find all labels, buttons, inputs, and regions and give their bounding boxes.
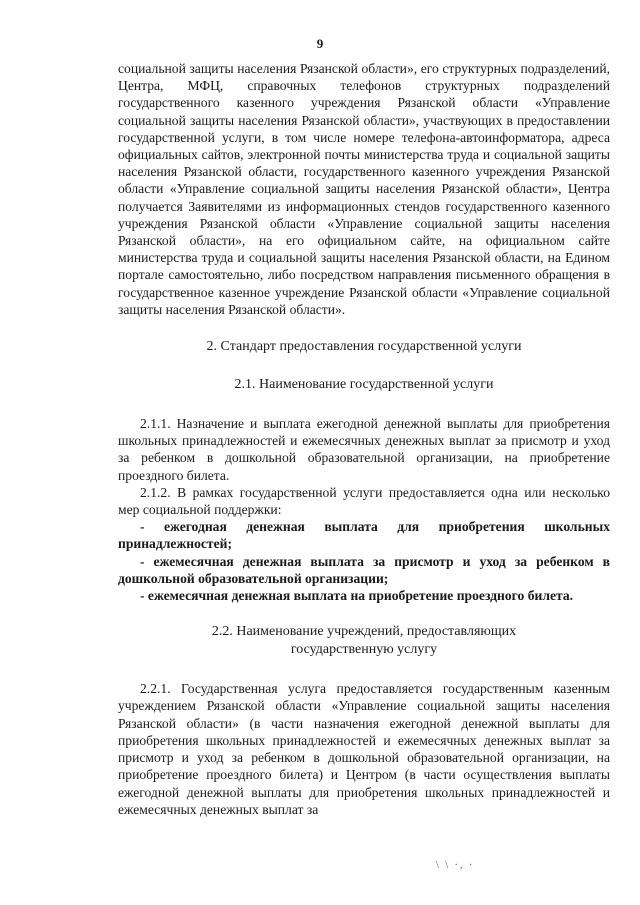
- intro-paragraph: социальной защиты населения Рязанской области», его структурных подразделений, Центра, МФЦ, справочных телефонов структурных подразделений государственного казенного учреждения Рязанской области «Управление социальной защиты населения Рязанской области», участвующих в предоставлении государственной услуги, в том числе номере телефона-автоинформатора, адреса официальных сайтов, электронной почты министерства труда и социальной защиты населения Рязанской области, государственного казенного учреждения Рязанской области «Управление социальной защиты населения Рязанской области», Центра получается Заявителями из информационных стендов государственного казенного учреждения Рязанской области «Управление социальной защиты населения Рязанской области», на его официальном сайте, на официальном сайте министерства труда и социальной защиты населения Рязанской области, на Едином портале самостоятельно, либо посредством направления письменного обращения в государственное казенное учреждение Рязанской области «Управление социальной защиты населения Рязанской области».: [118, 61, 610, 317]
- subsection-2-1-heading: 2.1. Наименование государственной услуги: [234, 377, 494, 393]
- paragraph-2-1-2: 2.1.2. В рамках государственной услуги предоставляется одна или несколько мер социальной поддержки:: [118, 484, 610, 518]
- list-item: - ежемесячная денежная выплата на приобретение проездного билета.: [140, 588, 574, 604]
- list-item: - ежемесячная денежная выплата за присмотр и уход за ребенком в дошкольной образовательной организации;: [118, 553, 610, 586]
- page-number: 9: [316, 36, 324, 51]
- document-body: [118, 60, 610, 818]
- subsection-2-2-heading-line2: государственную услугу: [290, 642, 438, 658]
- subsection-2-2-heading-line1: 2.2. Наименование учреждений, предоставляющих: [211, 624, 517, 640]
- section-2-heading: 2. Стандарт предоставления государственной услуги: [206, 339, 522, 355]
- subsection-2-2-heading: [118, 623, 610, 659]
- paragraph-2-1-1: 2.1.1. Назначение и выплата ежегодной денежной выплаты для приобретения школьных принадлежностей и ежемесячных денежных выплат за присмотр и уход за ребенком в дошкольной образовательной организации, на приобретение проездного билета.: [118, 416, 610, 483]
- scan-artifact: \ \ ·, ·: [436, 860, 475, 871]
- list-item: - ежегодная денежная выплата для приобретения школьных принадлежностей;: [118, 519, 610, 552]
- paragraph-2-2-1: 2.2.1. Государственная услуга предоставляется государственным казенным учреждением Рязанской области «Управление социальной защиты населения Рязанской области» (в части назначения ежегодной денежной выплаты для приобретения школьных принадлежностей и ежемесячных денежных выплат за присмотр и уход за ребенком в дошкольной образовательной организации, на приобретение проездного билета) и Центром (в части осуществления выплаты ежегодной денежной выплаты для приобретения школьных принадлежностей и ежемесячных денежных выплат за: [118, 681, 610, 817]
